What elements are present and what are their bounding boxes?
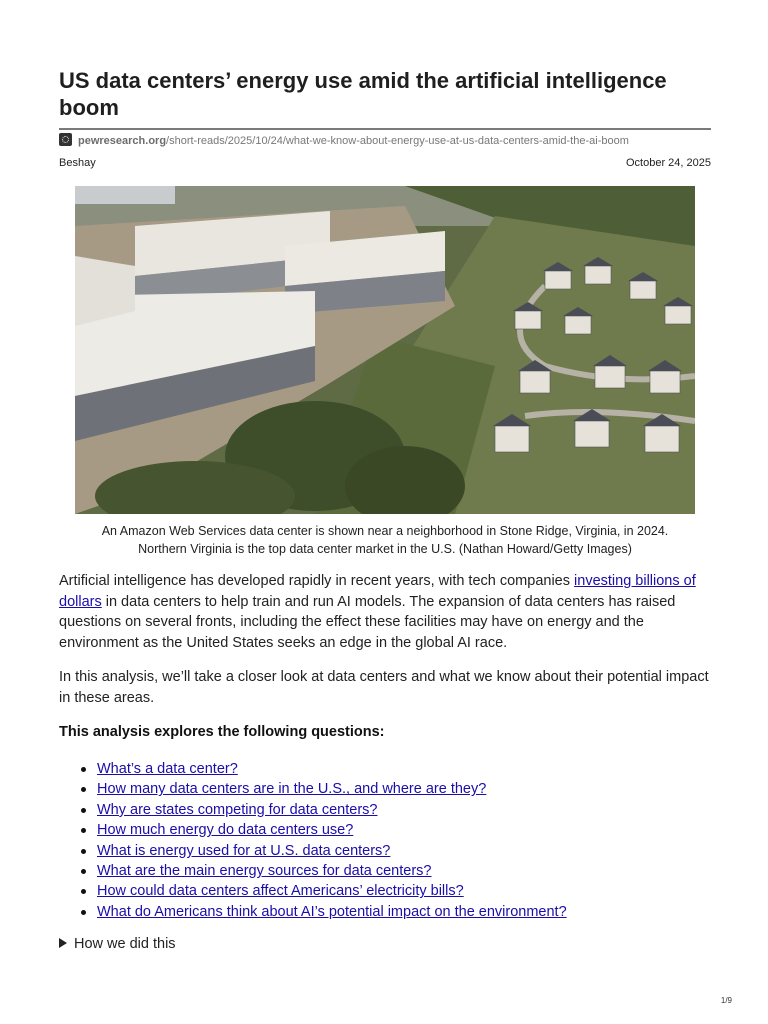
list-item bbox=[59, 820, 567, 840]
triangle-right-icon bbox=[59, 938, 67, 948]
title-divider bbox=[59, 128, 711, 130]
details-label: How we did this bbox=[74, 936, 176, 952]
page-number: 1/9 bbox=[720, 996, 732, 1005]
question-link-how-many[interactable]: How many data centers are in the U.S., and where are they? bbox=[97, 781, 487, 798]
intro-text-end: in data centers to help train and run AI models. The expansion of data centers has raised questions on several fronts, including the effect these facilities may have on energy and the environment as the United States seeks an edge in the global AI race. bbox=[59, 593, 676, 651]
source-url[interactable] bbox=[59, 133, 711, 149]
question-link-data-center[interactable]: What’s a data center? bbox=[97, 761, 238, 777]
questions-list bbox=[59, 759, 567, 922]
intro-text-start: Artificial intelligence has developed rapidly in recent years, with tech companies bbox=[59, 573, 575, 589]
questions-heading: This analysis explores the following questions: bbox=[59, 724, 385, 740]
list-item bbox=[59, 800, 567, 820]
source-path: /short-reads/2025/10/24/what-we-know-about-energy-use-at-us-data-centers-amid-the-ai-boom bbox=[166, 135, 629, 147]
list-item bbox=[59, 881, 567, 901]
author-name: Beshay bbox=[59, 157, 96, 169]
list-item bbox=[59, 759, 567, 779]
question-link-energy-purpose[interactable]: What is energy used for at U.S. data centers? bbox=[97, 842, 391, 859]
list-item bbox=[59, 841, 567, 861]
question-link-americans-think[interactable]: What do Americans think about AI’s potential impact on the environment? bbox=[97, 903, 567, 920]
list-item bbox=[59, 779, 567, 799]
how-we-did-this-toggle[interactable] bbox=[59, 936, 176, 952]
question-link-energy-sources[interactable]: What are the main energy sources for data centers? bbox=[97, 863, 432, 880]
publish-date: October 24, 2025 bbox=[625, 157, 711, 169]
list-item bbox=[59, 902, 567, 922]
source-domain: pewresearch.org bbox=[78, 135, 167, 147]
caption-line-1: An Amazon Web Services data center is shown near a neighborhood in Stone Ridge, Virginia, in 2024. bbox=[101, 524, 669, 538]
photo-caption bbox=[59, 522, 711, 558]
caption-line-2: Northern Virginia is the top data center market in the U.S. (Nathan Howard/Getty Images) bbox=[138, 542, 632, 556]
intro-paragraph bbox=[59, 571, 711, 653]
list-item bbox=[59, 861, 567, 881]
analysis-paragraph: In this analysis, we’ll take a closer look at data centers and what we know about their potential impact in these areas. bbox=[59, 669, 709, 706]
pew-logo-icon bbox=[59, 133, 72, 146]
investing-link[interactable]: investing billions of dollars bbox=[59, 573, 696, 610]
question-link-electricity-bills[interactable]: How could data centers affect Americans’ electricity bills? bbox=[97, 883, 464, 900]
question-link-energy-use[interactable]: How much energy do data centers use? bbox=[97, 822, 354, 839]
question-link-states-competing[interactable]: Why are states competing for data centers? bbox=[97, 801, 378, 818]
hero-photo bbox=[75, 186, 695, 514]
article-title: US data centers’ energy use amid the artificial intelligence boom bbox=[59, 68, 667, 120]
